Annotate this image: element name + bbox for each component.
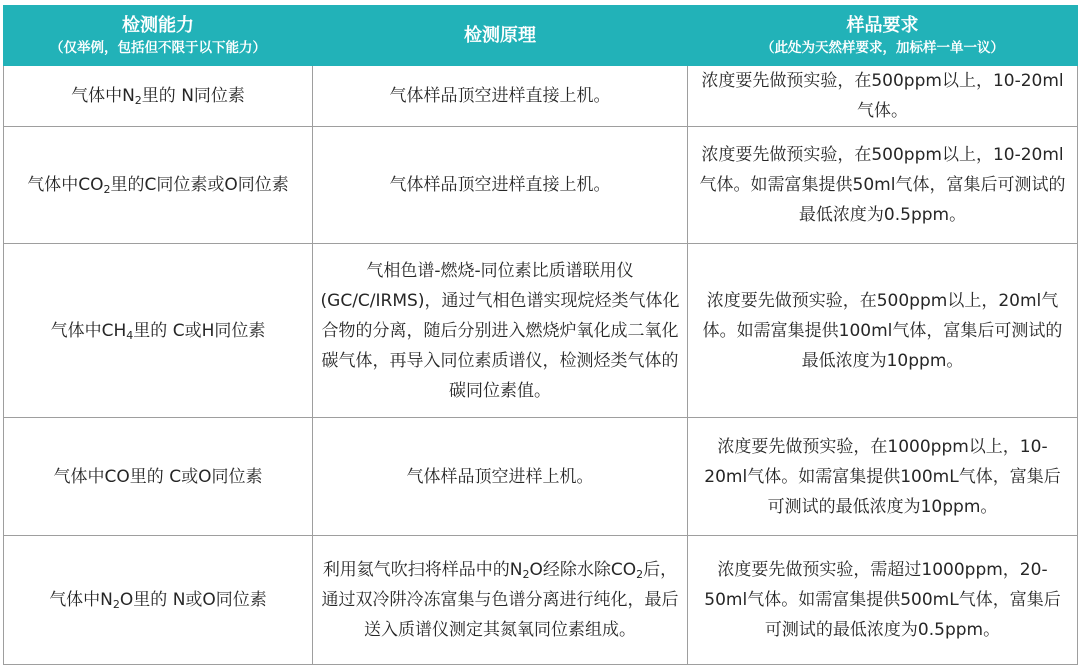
capability-cell	[4, 127, 313, 244]
principle-text: 后，通过双冷阱冷冻富集与色谱分离进行纯化，最后送入质谱仪测定其氮氧同位素组成。	[321, 560, 679, 640]
principle-cell: 气相色谱-燃烧-同位素比质谱联用仪(GC/C/IRMS)，通过气相色谱实现烷烃类气体化合物的分离，随后分别进入燃烧炉氧化成二氧化碳气体，再导入同位素质谱仪，检测烃类气体的碳同位素值。	[313, 244, 688, 418]
header-requirement	[688, 6, 1078, 66]
header-capability-note: （仅举例，包括但不限于以下能力）	[50, 39, 266, 56]
header-principle-title: 检测原理	[464, 24, 536, 46]
capability-cell	[4, 66, 313, 127]
capability-cell	[4, 536, 313, 665]
requirement-cell: 浓度要先做预实验，需超过1000ppm，20-50ml气体。如需富集提供500mL气体，富集后可测试的最低浓度为0.5ppm。	[688, 536, 1078, 665]
principle-cell	[313, 536, 688, 665]
principle-text: O经除水除CO	[529, 560, 637, 580]
capability-text: 气体中CO里的 C或O同位素	[53, 466, 263, 487]
table-row	[4, 127, 1078, 244]
capability-subscript: 4	[126, 328, 134, 342]
requirement-cell: 浓度要先做预实验，在500ppm以上，20ml气体。如需富集提供100ml气体，富集后可测试的最低浓度为10ppm。	[688, 244, 1078, 418]
table-row	[4, 536, 1078, 665]
capability-text: 气体中N	[71, 86, 135, 106]
capability-subscript: 2	[134, 94, 142, 107]
principle-subscript: 2	[522, 568, 530, 581]
principle-subscript: 2	[636, 568, 644, 581]
capability-subscript: 2	[103, 183, 111, 196]
capability-text-tail: 里的 C或H同位素	[133, 320, 266, 341]
capability-text: 气体中CO	[27, 175, 104, 195]
requirement-cell: 浓度要先做预实验，在500ppm以上，10-20ml气体。	[688, 66, 1078, 127]
capability-text-tail: 里的 N同位素	[141, 86, 245, 106]
principle-cell: 气体样品顶空进样直接上机。	[313, 127, 688, 244]
requirement-cell: 浓度要先做预实验，在1000ppm以上，10-20ml气体。如需富集提供100mL气体，富集后可测试的最低浓度为10ppm。	[688, 418, 1078, 536]
isotope-capability-table	[3, 5, 1078, 665]
table-row	[4, 418, 1078, 536]
capability-text-tail: 里的C同位素或O同位素	[110, 175, 289, 195]
requirement-cell: 浓度要先做预实验，在500ppm以上，10-20ml气体。如需富集提供50ml气体，富集后可测试的最低浓度为0.5ppm。	[688, 127, 1078, 244]
header-requirement-note: （此处为天然样要求，加标样一单一议）	[761, 39, 1004, 56]
capability-text: 气体中CH	[50, 320, 127, 341]
capability-subscript: 2	[112, 598, 120, 611]
principle-text: 利用氦气吹扫将样品中的N	[322, 560, 523, 580]
header-requirement-title: 样品要求	[846, 14, 919, 36]
capability-cell	[4, 418, 313, 536]
table-row	[4, 244, 1078, 418]
principle-cell: 气体样品顶空进样上机。	[313, 418, 688, 536]
header-principle	[313, 6, 688, 66]
capability-text: 气体中N	[49, 590, 113, 610]
capability-cell	[4, 244, 313, 418]
header-capability-title: 检测能力	[122, 14, 194, 36]
header-row	[4, 6, 1078, 66]
principle-cell: 气体样品顶空进样直接上机。	[313, 66, 688, 127]
table-row	[4, 66, 1078, 127]
capability-text-tail: O里的 N或O同位素	[119, 590, 267, 610]
header-capability	[4, 6, 313, 66]
